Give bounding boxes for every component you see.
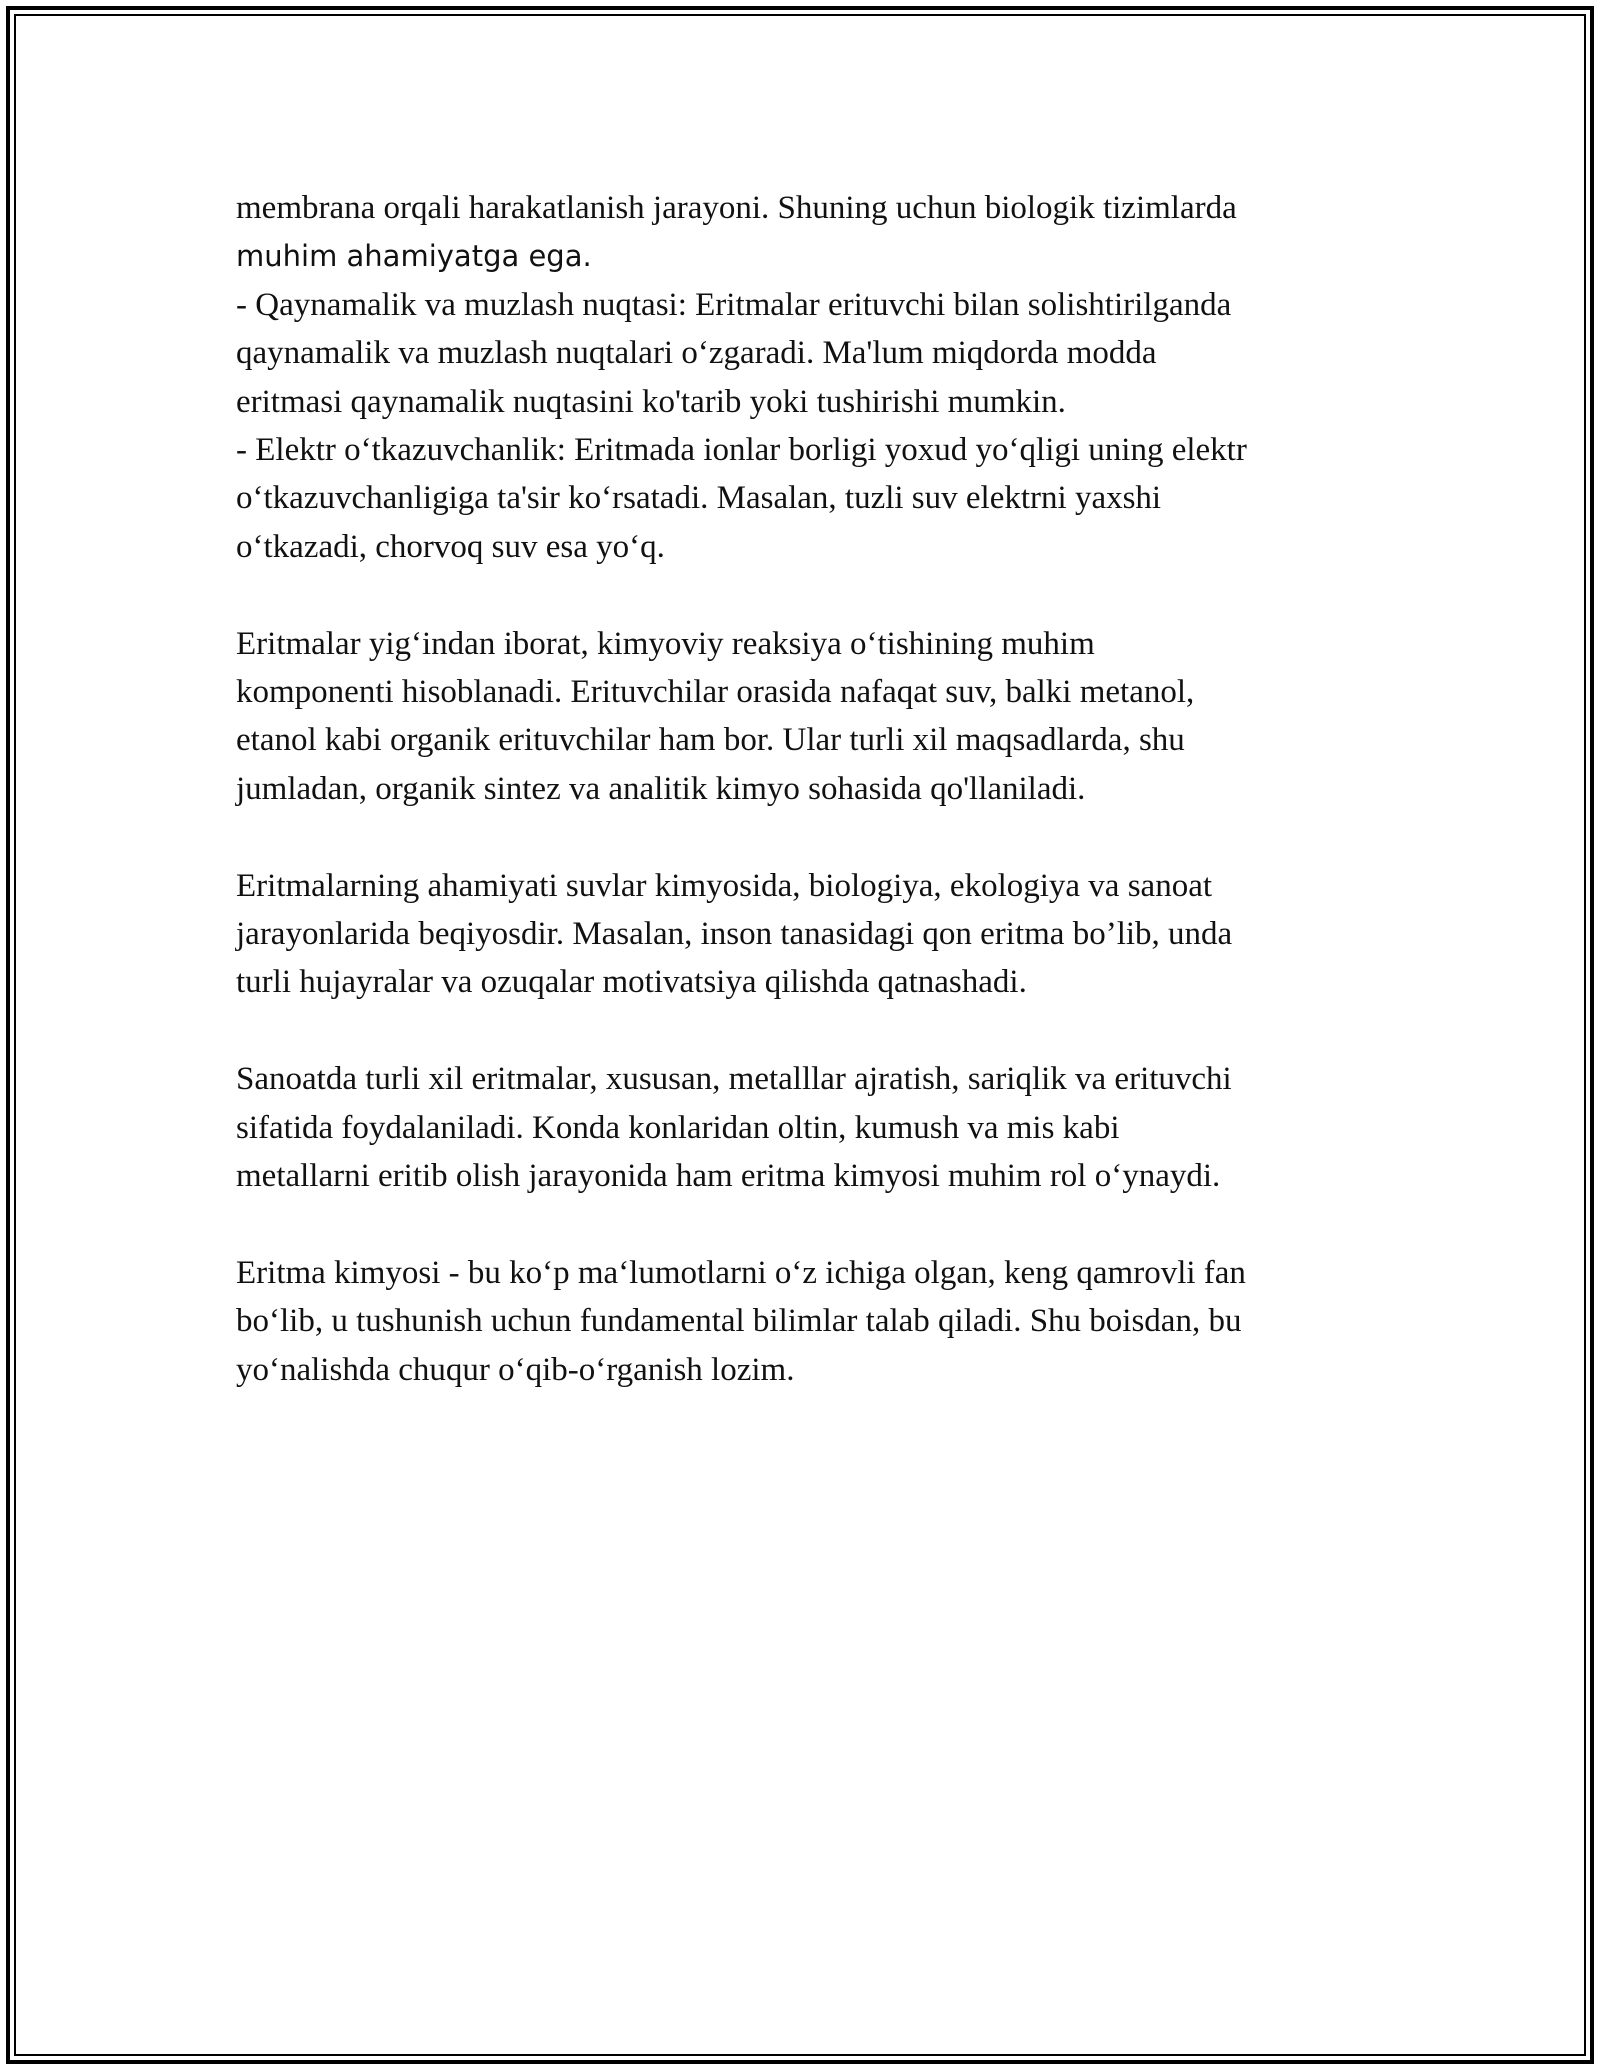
paragraph-industry xyxy=(236,1055,1376,1200)
text-line: yo‘nalishda chuqur o‘qib-o‘rganish lozim. xyxy=(236,1351,795,1388)
text-line: Eritma kimyosi - bu ko‘p ma‘lumotlarni o‘z ichiga olgan, keng qamrovli fan xyxy=(236,1254,1246,1291)
text-line: sifatida foydalaniladi. Konda konlaridan oltin, kumush va mis kabi xyxy=(236,1109,1120,1146)
document-body xyxy=(236,184,1376,1394)
text-line: o‘tkazuvchanligiga ta'sir ko‘rsatadi. Masalan, tuzli suv elektrni yaxshi xyxy=(236,480,1162,517)
text-line: - Qaynamalik va muzlash nuqtasi: Eritmalar erituvchi bilan solishtirilganda xyxy=(236,286,1232,323)
text-line: Sanoatda turli xil eritmalar, xususan, metalllar ajratish, sariqlik va erituvchi xyxy=(236,1061,1232,1098)
text-line: bo‘lib, u tushunish uchun fundamental bilimlar talab qiladi. Shu boisdan, bu xyxy=(236,1303,1242,1340)
paragraph-conclusion xyxy=(236,1249,1376,1394)
text-line: metallarni eritib olish jarayonida ham eritma kimyosi muhim rol o‘ynaydi. xyxy=(236,1158,1221,1195)
text-line: etanol kabi organik erituvchilar ham bor. Ular turli xil maqsadlarda, shu xyxy=(236,722,1185,759)
text-line: eritmasi qaynamalik nuqtasini ko'tarib yoki tushirishi mumkin. xyxy=(236,383,1066,420)
text-line: Eritmalarning ahamiyati suvlar kimyosida, biologiya, ekologiya va sanoat xyxy=(236,867,1213,904)
text-line: turli hujayralar va ozuqalar motivatsiya qilishda qatnashadi. xyxy=(236,964,1027,1001)
paragraph-solvents xyxy=(236,620,1376,814)
text-line: muhim ahamiyatga ega. xyxy=(236,239,592,274)
text-line: jarayonlarida beqiyosdir. Masalan, inson tanasidagi qon eritma bo’lib, unda xyxy=(236,916,1233,953)
paragraph-properties xyxy=(236,184,1376,571)
text-line: - Elektr o‘tkazuvchanlik: Eritmada ionlar borligi yoxud yo‘qligi uning elektr xyxy=(236,432,1247,469)
text-line: Eritmalar yig‘indan iborat, kimyoviy reaksiya o‘tishining muhim xyxy=(236,625,1095,662)
text-line: komponenti hisoblanadi. Erituvchilar orasida nafaqat suv, balki metanol, xyxy=(236,674,1195,711)
text-line: jumladan, organik sintez va analitik kimyo sohasida qo'llaniladi. xyxy=(236,770,1086,807)
text-line: o‘tkazadi, chorvoq suv esa yo‘q. xyxy=(236,528,665,565)
paragraph-importance xyxy=(236,862,1376,1007)
text-line: qaynamalik va muzlash nuqtalari o‘zgaradi. Ma'lum miqdorda modda xyxy=(236,335,1157,372)
text-line: membrana orqali harakatlanish jarayoni. Shuning uchun biologik tizimlarda xyxy=(236,190,1237,226)
